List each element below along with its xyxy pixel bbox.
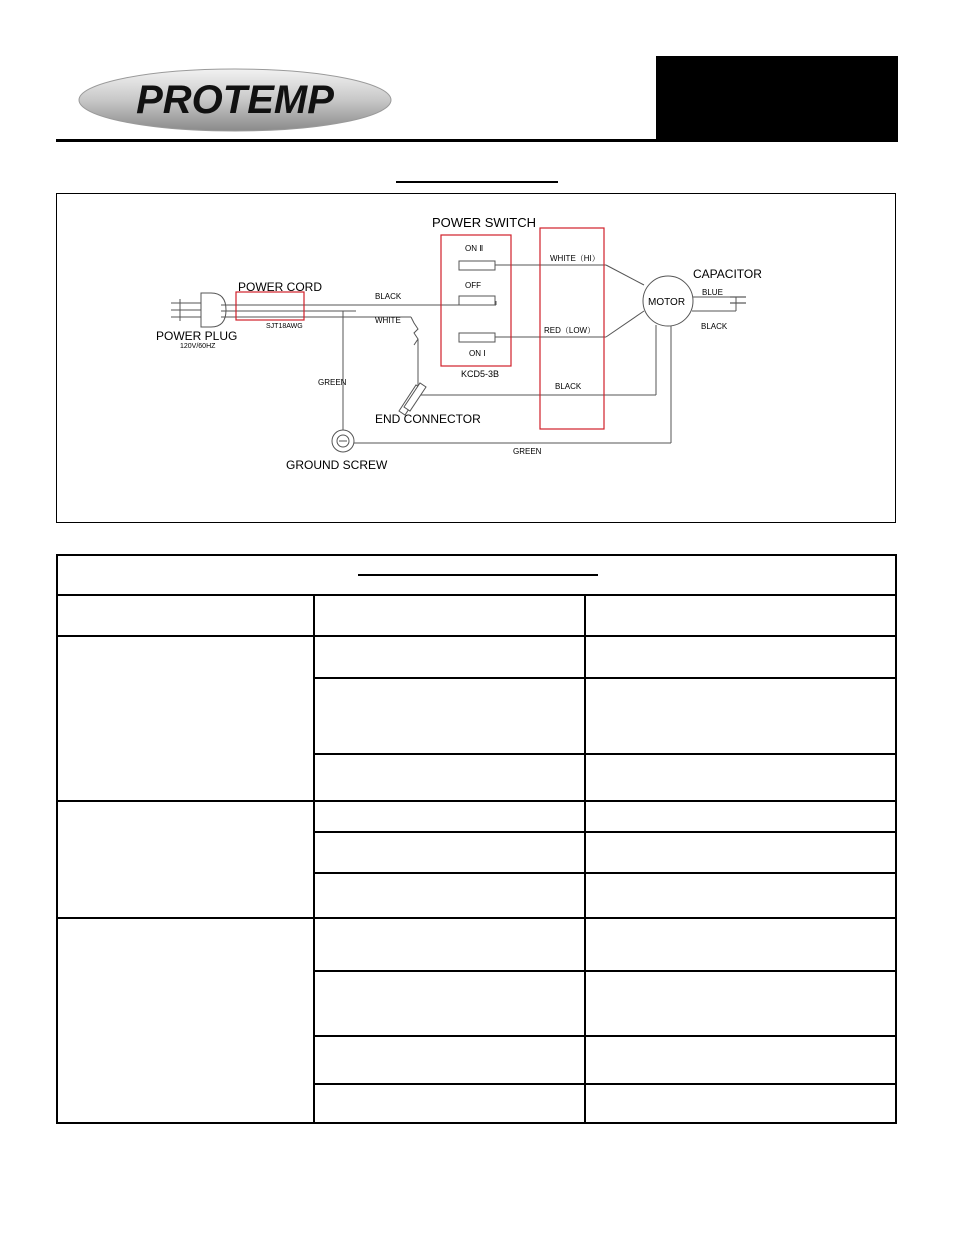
end-connector-label: END CONNECTOR: [375, 412, 481, 426]
header-rule: [56, 139, 658, 142]
table-rule: [313, 677, 897, 679]
wiring-diagram: [56, 193, 896, 523]
wire-white-cord-label: WHITE: [375, 316, 401, 325]
power-plug-label: POWER PLUG: [156, 329, 238, 343]
end-connector-icon: [399, 383, 426, 415]
cap-blue-label: BLUE: [702, 288, 723, 297]
table-rule: [56, 917, 897, 919]
power-cord-label: POWER CORD: [238, 280, 322, 294]
wire-white-hi-label: WHITE（HI）: [550, 254, 600, 263]
table-column-rule: [313, 594, 315, 1124]
plug-spec-label: 120V/60HZ: [180, 343, 216, 350]
table-rule: [313, 1035, 897, 1037]
wire-green-left-label: GREEN: [318, 378, 347, 387]
ground-screw-icon: [332, 430, 354, 452]
capacitor-label: CAPACITOR: [693, 267, 762, 281]
table-rule: [313, 1083, 897, 1085]
capacitor-icon: [730, 297, 746, 303]
table-rule: [56, 800, 897, 802]
power-cord-box: [236, 292, 304, 320]
power-switch-label: POWER SWITCH: [432, 215, 536, 230]
white-wire-bend: [411, 317, 418, 345]
switch-on1-label: ON Ⅰ: [469, 349, 486, 358]
wire-black-bottom-label: BLACK: [555, 382, 582, 391]
switch-model-label: KCD5-3B: [461, 369, 500, 379]
section-title-underline: [396, 181, 558, 183]
table-rule: [313, 970, 897, 972]
cord-spec-label: SJT18AWG: [266, 323, 303, 330]
table-rule: [56, 635, 897, 637]
cap-black-label: BLACK: [701, 322, 728, 331]
troubleshooting-table: [56, 554, 897, 1124]
table-rule: [313, 753, 897, 755]
ground-screw-label: GROUND SCREW: [286, 458, 388, 472]
power-plug-icon: [171, 293, 226, 327]
logo-text: PROTEMP: [136, 78, 334, 122]
motor-label: MOTOR: [648, 297, 686, 308]
switch-on2-label: ON Ⅱ: [465, 244, 484, 253]
switch-terminals: [459, 261, 495, 342]
header-black-block: [656, 56, 898, 142]
switch-off-label: OFF: [465, 281, 481, 290]
table-title-underline: [358, 574, 598, 576]
wire-red-low-label: RED（LOW）: [544, 326, 596, 335]
wire-black-top-label: BLACK: [375, 292, 402, 301]
table-rule: [313, 872, 897, 874]
table-rule: [313, 831, 897, 833]
table-rule: [56, 594, 897, 596]
wire-green-bottom-label: GREEN: [513, 447, 542, 456]
protemp-logo: [76, 66, 394, 134]
table-column-rule: [584, 594, 586, 1124]
